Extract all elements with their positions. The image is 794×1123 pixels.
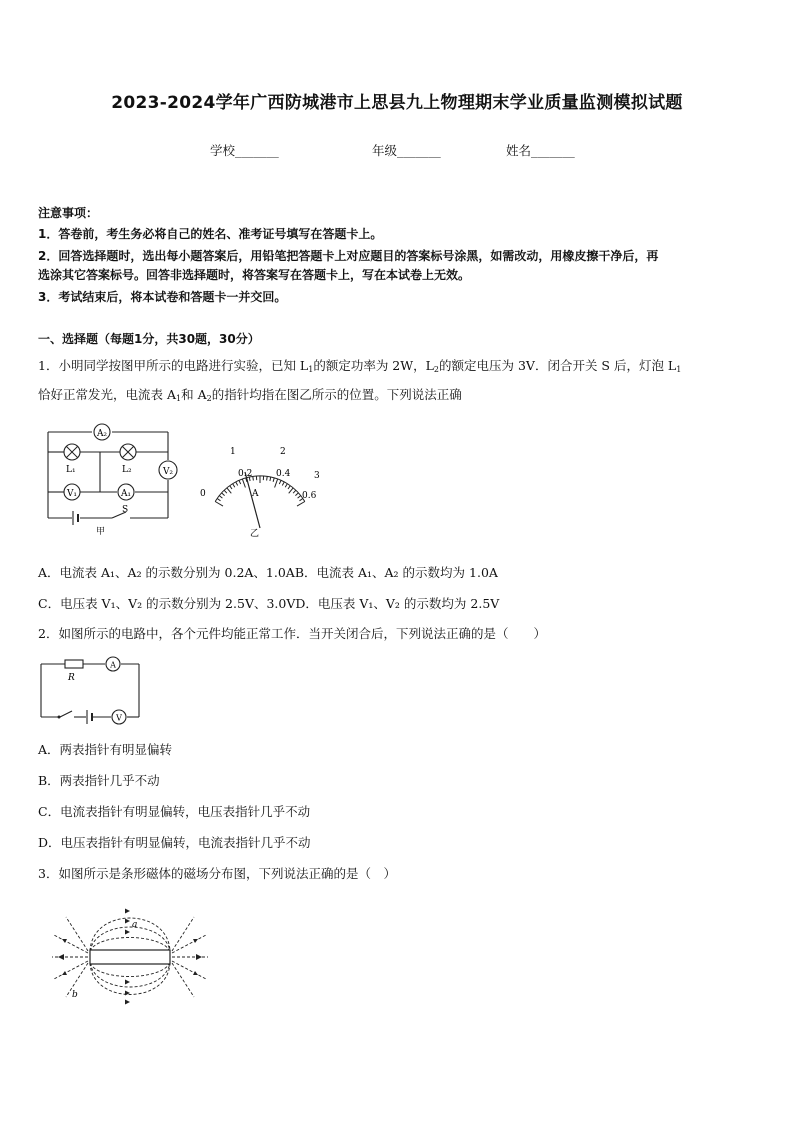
q2-option-d: D．电压表指针有明显偏转，电流表指针几乎不动 [38, 835, 311, 850]
svg-text:A: A [110, 660, 116, 670]
notice-item-3: 3．考试结束后，将本试卷和答题卡一并交回。 [38, 290, 287, 304]
q2-resistor-label: R [68, 673, 75, 683]
meter-tick-mark [227, 488, 231, 493]
meter-tick-0-6: 0.6 [302, 491, 317, 501]
meter-tick-2: 2 [280, 447, 286, 457]
meter-tick-mark [298, 496, 301, 499]
meter-unit: A [252, 489, 259, 499]
meter-tick-mark [219, 496, 222, 499]
voltmeter-v2-symbol [159, 461, 177, 479]
meter-tick-mark [270, 477, 271, 481]
notice-item-2a: 2．回答选择题时，选出每小题答案后，用铅笔把答题卡上对应题目的答案标号涂黑，如需改动，用橡皮擦干净后，再 [38, 249, 659, 263]
q1-circuit-figure [40, 418, 180, 537]
notice-item-1: 1．答卷前，考生务必将自己的姓名、准考证号填写在答题卡上。 [38, 227, 383, 241]
voltmeter-v1-symbol [64, 484, 80, 500]
meter-tick-mark [230, 486, 232, 489]
meter-tick-mark [242, 479, 245, 487]
svg-text:V₁: V₁ [66, 489, 78, 499]
meter-tick-mark [297, 502, 305, 507]
meter-tick-mark [236, 482, 238, 486]
exam-title: 2023-2024学年广西防城港市上思县九上物理期末学业质量监测模拟试题 [111, 93, 683, 113]
meter-tick-mark [288, 486, 290, 489]
q2-option-c: C．电流表指针有明显偏转，电压表指针几乎不动 [38, 804, 311, 819]
meter-tick-mark [289, 488, 293, 493]
svg-text:L₂: L₂ [122, 465, 132, 475]
svg-text:V₂: V₂ [162, 467, 174, 477]
q3-stem: 3．如图所示是条形磁体的磁场分布图，下列说法正确的是（ ） [38, 866, 396, 881]
meter-tick-mark [217, 499, 220, 501]
q2-option-b: B．两表指针几乎不动 [38, 773, 160, 788]
meter-needle [245, 472, 260, 528]
q2-circuit-figure [38, 655, 148, 725]
meter-tick-mark [285, 484, 287, 488]
q3-label-b: b [72, 990, 78, 1000]
meter-tick-1: 1 [230, 447, 236, 457]
switch-s-label: S [122, 505, 129, 515]
q1-options-cd: C．电压表 V₁、V₂ 的示数分别为 2.5V、3.0VD．电压表 V₁、V₂ 的示数均为 2.5V [38, 596, 500, 611]
svg-text:L₁: L₁ [66, 465, 76, 475]
meter-tick-mark [293, 490, 296, 493]
meter-tick-3: 3 [314, 471, 320, 481]
name-field: 姓名_______ [506, 143, 575, 158]
lamp-l2-symbol [120, 444, 136, 475]
q1-options-ab: A．电流表 A₁、A₂ 的示数分别为 0.2A、1.0AB．电流表 A₁、A₂ 的示数均为 1.0A [38, 565, 498, 580]
meter-tick-mark [222, 493, 225, 496]
bar-magnet [90, 950, 170, 964]
meter-tick-mark [282, 482, 284, 486]
q3-magnet-field-figure [48, 905, 213, 1005]
fig-label-jia: 甲 [96, 527, 106, 537]
meter-tick-0-4: 0.4 [276, 469, 291, 479]
notice-item-2b: 选涂其它答案标号。回答非选择题时，将答案写在答题卡上，写在本试卷上无效。 [38, 268, 471, 282]
meter-tick-0-2: 0.2 [238, 469, 253, 479]
meter-tick-0: 0 [200, 489, 206, 499]
svg-text:A₂: A₂ [96, 429, 108, 439]
q1-meter-figure [190, 440, 330, 540]
school-field: 学校_______ [210, 143, 279, 158]
q1-stem-line1: 1．小明同学按图甲所示的电路进行实验，已知 $L_1$的额定功率为 2W，$L_2$的额定电压为 3V．闭合开关 S 后，灯泡 $L_1$ [38, 358, 682, 374]
meter-tick-mark [215, 502, 223, 507]
svg-text:A₁: A₁ [120, 489, 132, 499]
meter-tick-mark [239, 480, 241, 484]
svg-text:V: V [116, 713, 122, 723]
q2-stem: 2．如图所示的电路中，各个元件均能正常工作．当开关闭合后，下列说法正确的是（ ） [38, 626, 546, 641]
meter-tick-mark [224, 490, 227, 493]
q2-voltmeter-symbol [112, 710, 126, 724]
lamp-l1-symbol [64, 444, 80, 475]
meter-tick-mark [273, 478, 274, 482]
meter-tick-mark [253, 477, 254, 481]
q2-option-a: A．两表指针有明显偏转 [38, 742, 173, 757]
ammeter-a2-symbol [94, 424, 110, 440]
q3-label-a: a [132, 920, 138, 930]
fig-label-yi: 乙 [250, 529, 260, 539]
q1-stem-line2: 恰好正常发光，电流表 $A_1$和 $A_2$的指针均指在图乙所示的位置。下列说法正确 [38, 387, 462, 403]
section-heading: 一、选择题（每题1分，共30题，30分） [38, 332, 260, 346]
meter-tick-mark [275, 479, 278, 487]
grade-field: 年级_______ [372, 143, 441, 158]
notice-heading: 注意事项： [38, 206, 99, 220]
meter-tick-mark [233, 484, 235, 488]
q2-ammeter-symbol [106, 657, 120, 671]
meter-tick-mark [295, 493, 298, 496]
meter-tick-mark [267, 477, 268, 481]
ammeter-a1-symbol [118, 484, 134, 500]
meter-tick-mark [279, 480, 281, 484]
